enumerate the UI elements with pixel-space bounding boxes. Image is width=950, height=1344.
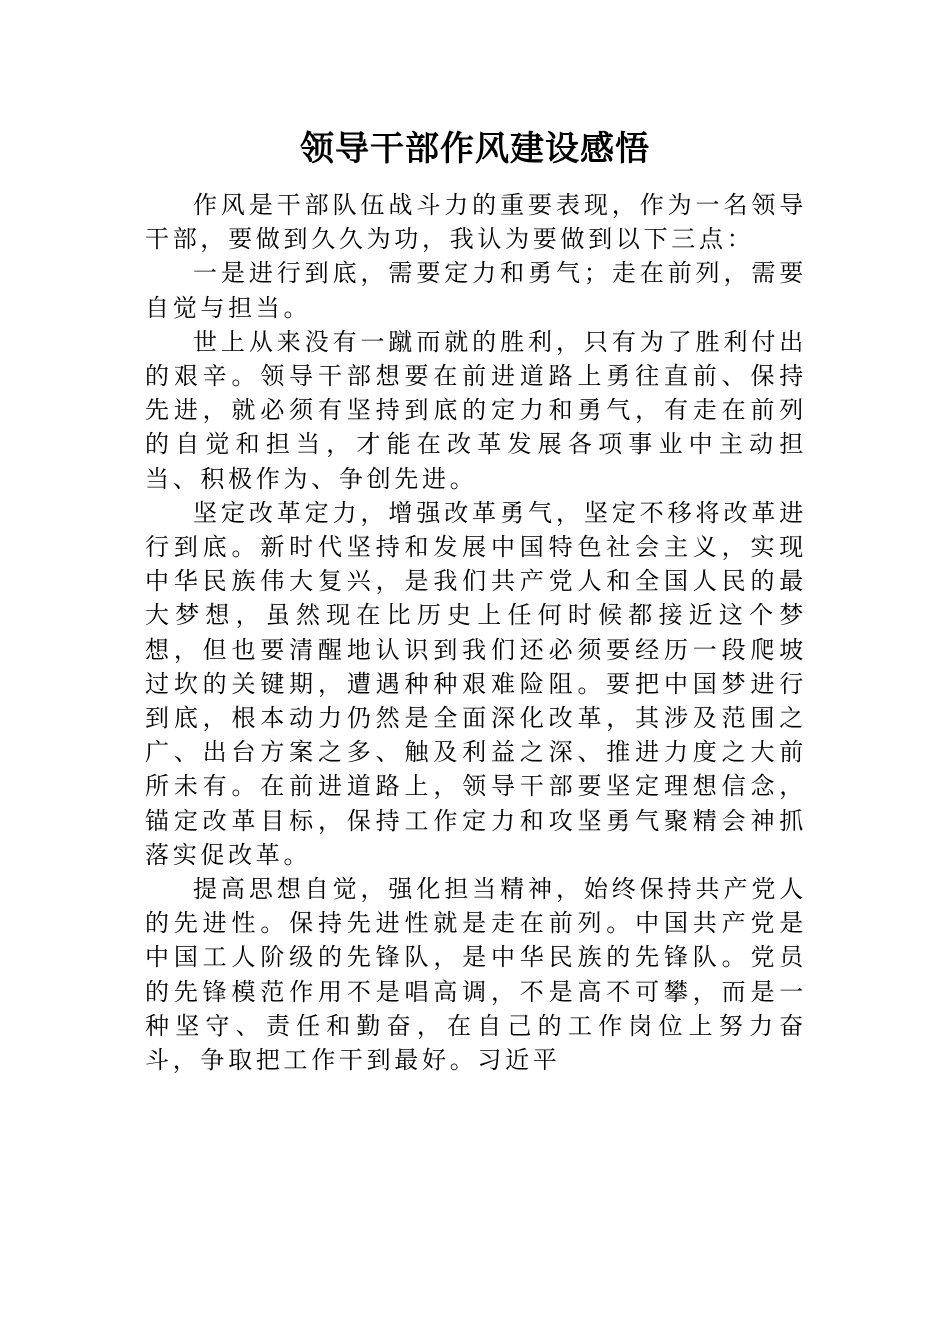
document-title: 领导干部作风建设感悟 xyxy=(300,129,650,169)
paragraph-reform: 坚定改革定力，增强改革勇气，坚定不移将改革进行到底。新时代坚持和发展中国特色社会主义，实现中华民族伟大复兴，是我们共产党人和全国人民的最大梦想，虽然现在比历史上任何时候都接近这个梦想，但也要清醒地认识到我们还必须要经历一段爬坡过坎的关键期，遭遇种种艰难险阻。要把中国梦进行到底，根本动力仍然是全面深化改革，其涉及范围之广、出台方案之多、触及利益之深、推进力度之大前所未有。在前进道路上，领导干部要坚定理想信念，锚定改革目标，保持工作定力和攻坚勇气聚精会神抓落实促改革。 xyxy=(145,498,807,869)
paragraph-victory: 世上从来没有一蹴而就的胜利，只有为了胜利付出的艰辛。领导干部想要在前进道路上勇往直前、保持先进，就必须有坚持到底的定力和勇气，有走在前列的自觉和担当，才能在改革发展各项事业中主动担当、积极作为、争创先进。 xyxy=(145,327,807,493)
paragraph-intro: 作风是干部队伍战斗力的重要表现，作为一名领导干部，要做到久久为功，我认为要做到以下三点： xyxy=(145,191,807,254)
document-body xyxy=(145,188,807,1077)
paragraph-point-one: 一是进行到底，需要定力和勇气；走在前列，需要自觉与担当。 xyxy=(145,259,807,322)
paragraph-vanguard: 提高思想自觉，强化担当精神，始终保持共产党人的先进性。保持先进性就是走在前列。中国共产党是中国工人阶级的先锋队，是中华民族的先锋队。党员的先锋模范作用不是唱高调，不是高不可攀，而是一种坚守、责任和勤奋，在自己的工作岗位上努力奋斗，争取把工作干到最好。习近平 xyxy=(145,875,807,1075)
